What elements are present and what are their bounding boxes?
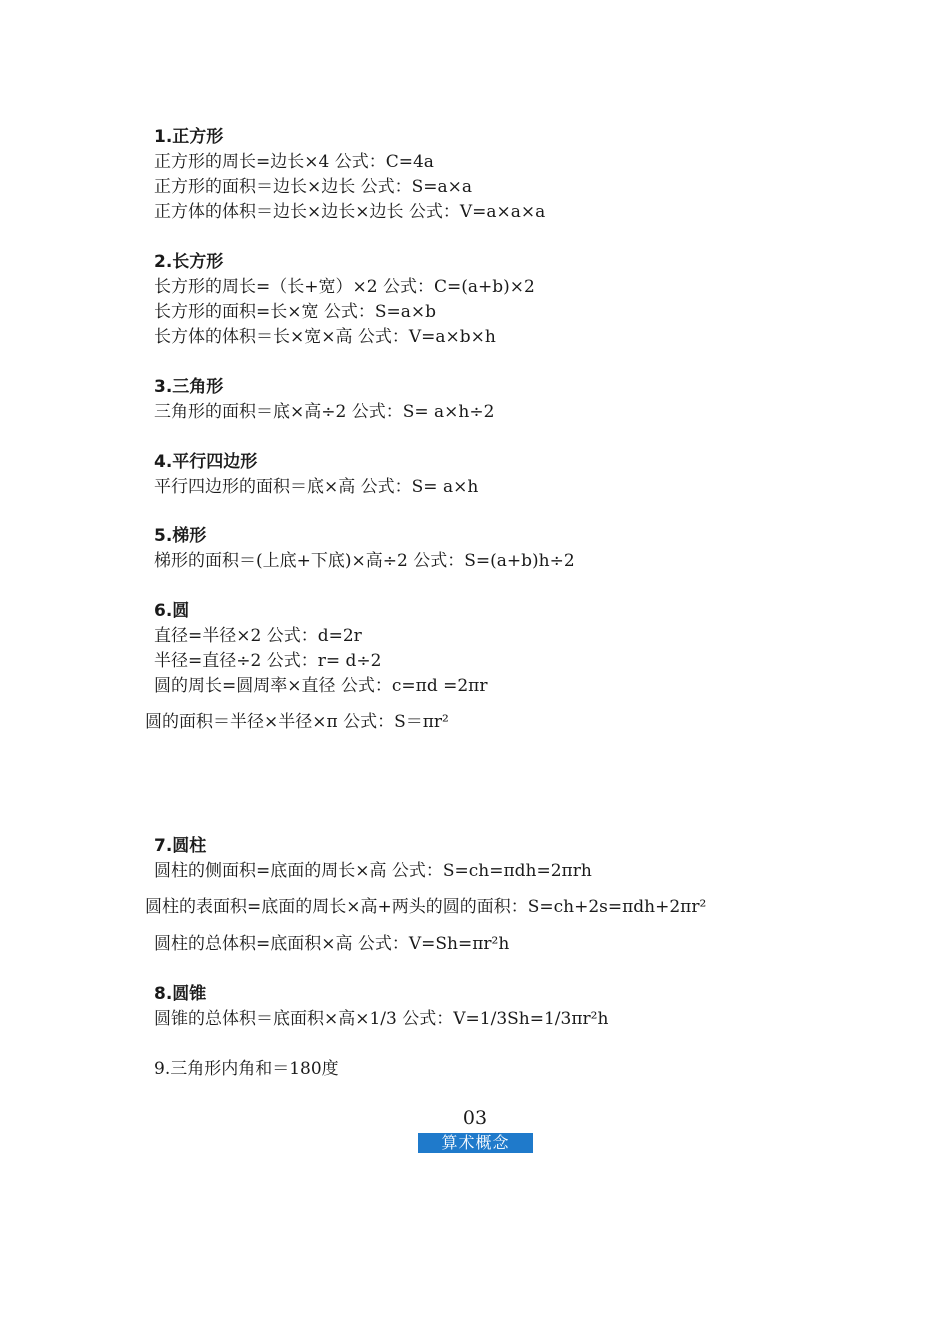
formula-rectangle-perimeter: 长方形的周长=（长+宽）×2 公式：C=(a+b)×2 <box>154 277 535 297</box>
heading-cylinder: 7.圆柱 <box>154 836 207 856</box>
formula-triangle-area: 三角形的面积＝底×高÷2 公式：S= a×h÷2 <box>154 402 495 422</box>
formula-rectangle-area: 长方形的面积=长×宽 公式：S=a×b <box>154 302 437 322</box>
heading-circle: 6.圆 <box>154 601 190 621</box>
formula-parallelogram-area: 平行四边形的面积＝底×高 公式：S= a×h <box>154 477 479 497</box>
formula-cube-volume: 正方体的体积＝边长×边长×边长 公式：V=a×a×a <box>154 202 546 222</box>
formula-cone-volume: 圆锥的总体积＝底面积×高×1/3 公式：V=1/3Sh=1/3πr²h <box>154 1009 609 1029</box>
formula-trapezoid-area: 梯形的面积＝(上底+下底)×高÷2 公式：S=(a+b)h÷2 <box>154 551 575 571</box>
heading-triangle: 3.三角形 <box>154 377 224 397</box>
formula-circle-area: 圆的面积＝半径×半径×π 公式：S＝πr² <box>145 712 449 732</box>
formula-cylinder-volume: 圆柱的总体积=底面积×高 公式：V=Sh=πr²h <box>154 934 510 954</box>
heading-square: 1.正方形 <box>154 127 224 147</box>
formula-square-perimeter: 正方形的周长=边长×4 公式：C=4a <box>154 152 434 172</box>
formula-square-area: 正方形的面积＝边长×边长 公式：S=a×a <box>154 177 473 197</box>
formula-circle-circumference: 圆的周长=圆周率×直径 公式：c=πd =2πr <box>154 676 488 696</box>
formula-cuboid-volume: 长方体的体积＝长×宽×高 公式：V=a×b×h <box>154 327 496 347</box>
heading-rectangle: 2.长方形 <box>154 252 224 272</box>
heading-cone: 8.圆锥 <box>154 984 207 1004</box>
formula-diameter: 直径=半径×2 公式：d=2r <box>154 626 362 646</box>
formula-radius: 半径=直径÷2 公式：r= d÷2 <box>154 651 382 671</box>
formula-cylinder-surface-area: 圆柱的表面积=底面的周长×高+两头的圆的面积：S=ch+2s=πdh+2πr² <box>145 897 707 917</box>
triangle-angle-sum: 9.三角形内角和＝180度 <box>154 1059 339 1079</box>
page-number: 03 <box>462 1107 488 1129</box>
section-tag: 算术概念 <box>418 1133 533 1153</box>
heading-parallelogram: 4.平行四边形 <box>154 452 258 472</box>
formula-cylinder-lateral-area: 圆柱的侧面积=底面的周长×高 公式：S=ch=πdh=2πrh <box>154 861 592 881</box>
heading-trapezoid: 5.梯形 <box>154 526 207 546</box>
